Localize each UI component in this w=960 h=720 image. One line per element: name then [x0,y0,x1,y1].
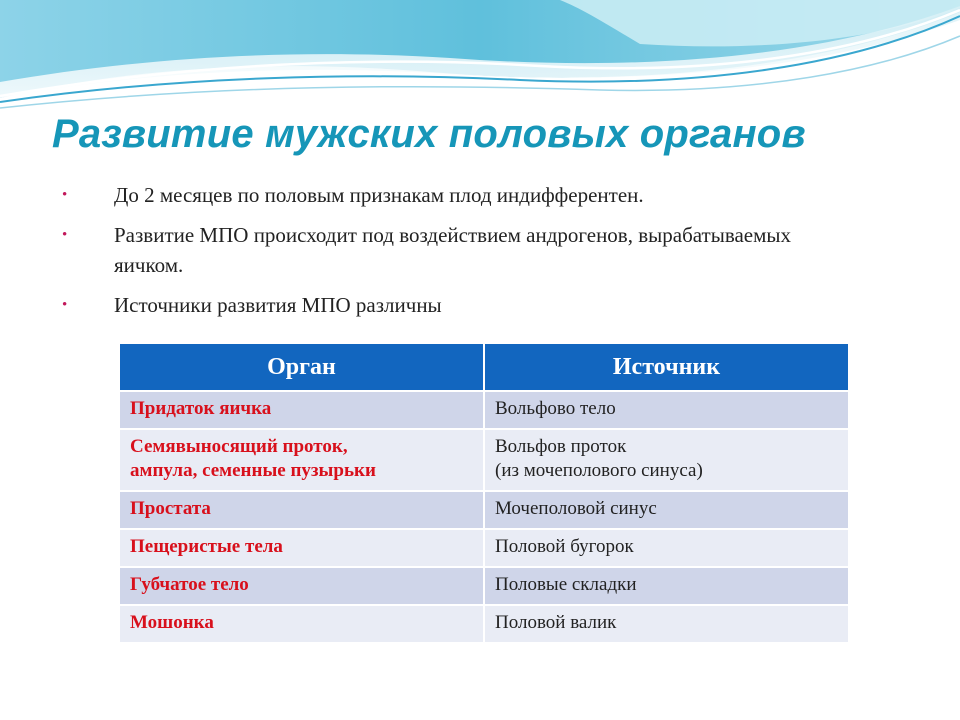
source-cell-text: Мочеполовой синус [495,498,657,519]
organ-cell-text: Мошонка [130,612,214,633]
table-row [120,429,848,491]
source-cell [484,391,848,429]
column-header-source: Источник [484,344,848,391]
decorative-wave-header [0,0,960,110]
source-cell [484,429,848,491]
source-cell-text: (из мочеполового синуса) [495,460,703,481]
table-body [120,391,848,642]
organ-cell [120,529,484,567]
source-cell [484,567,848,605]
bullet-icon: • [62,297,68,313]
table-header-row [120,344,848,391]
organ-cell [120,491,484,529]
bullet-text: До 2 месяцев по половым признакам плод индифферентен. [114,183,644,207]
bullet-text: Развитие МПО происходит под воздействием андрогенов, вырабатываемых яичком. [114,223,791,277]
organ-cell-text: Пещеристые тела [130,536,283,557]
bullet-item [62,290,862,320]
organ-cell-text: Простата [130,498,211,519]
table-row [120,567,848,605]
bullet-item [62,220,862,280]
organ-cell-text: ампула, семенные пузырьки [130,460,376,481]
source-cell-text: Половой бугорок [495,536,634,557]
organ-source-table [120,344,848,642]
organ-cell [120,567,484,605]
source-cell [484,529,848,567]
organ-cell [120,605,484,642]
source-cell [484,605,848,642]
source-cell-text: Вольфов проток [495,436,627,457]
organ-cell [120,391,484,429]
organ-cell [120,429,484,491]
bullet-text: Источники развития МПО различны [114,293,442,317]
bullet-icon: • [62,227,68,243]
bullet-item [62,180,862,210]
column-header-organ: Орган [120,344,484,391]
organ-cell-text: Придаток яичка [130,398,272,419]
source-cell [484,491,848,529]
table-row [120,529,848,567]
table-row [120,605,848,642]
organ-cell-text: Семявыносящий проток, [130,436,348,457]
bullet-list [62,180,862,330]
organ-cell-text: Губчатое тело [130,574,249,595]
slide-title: Развитие мужских половых органов [52,112,806,156]
source-cell-text: Половой валик [495,612,617,633]
source-cell-text: Вольфово тело [495,398,616,419]
source-cell-text: Половые складки [495,574,637,595]
bullet-icon: • [62,187,68,203]
table-row [120,391,848,429]
table-row [120,491,848,529]
